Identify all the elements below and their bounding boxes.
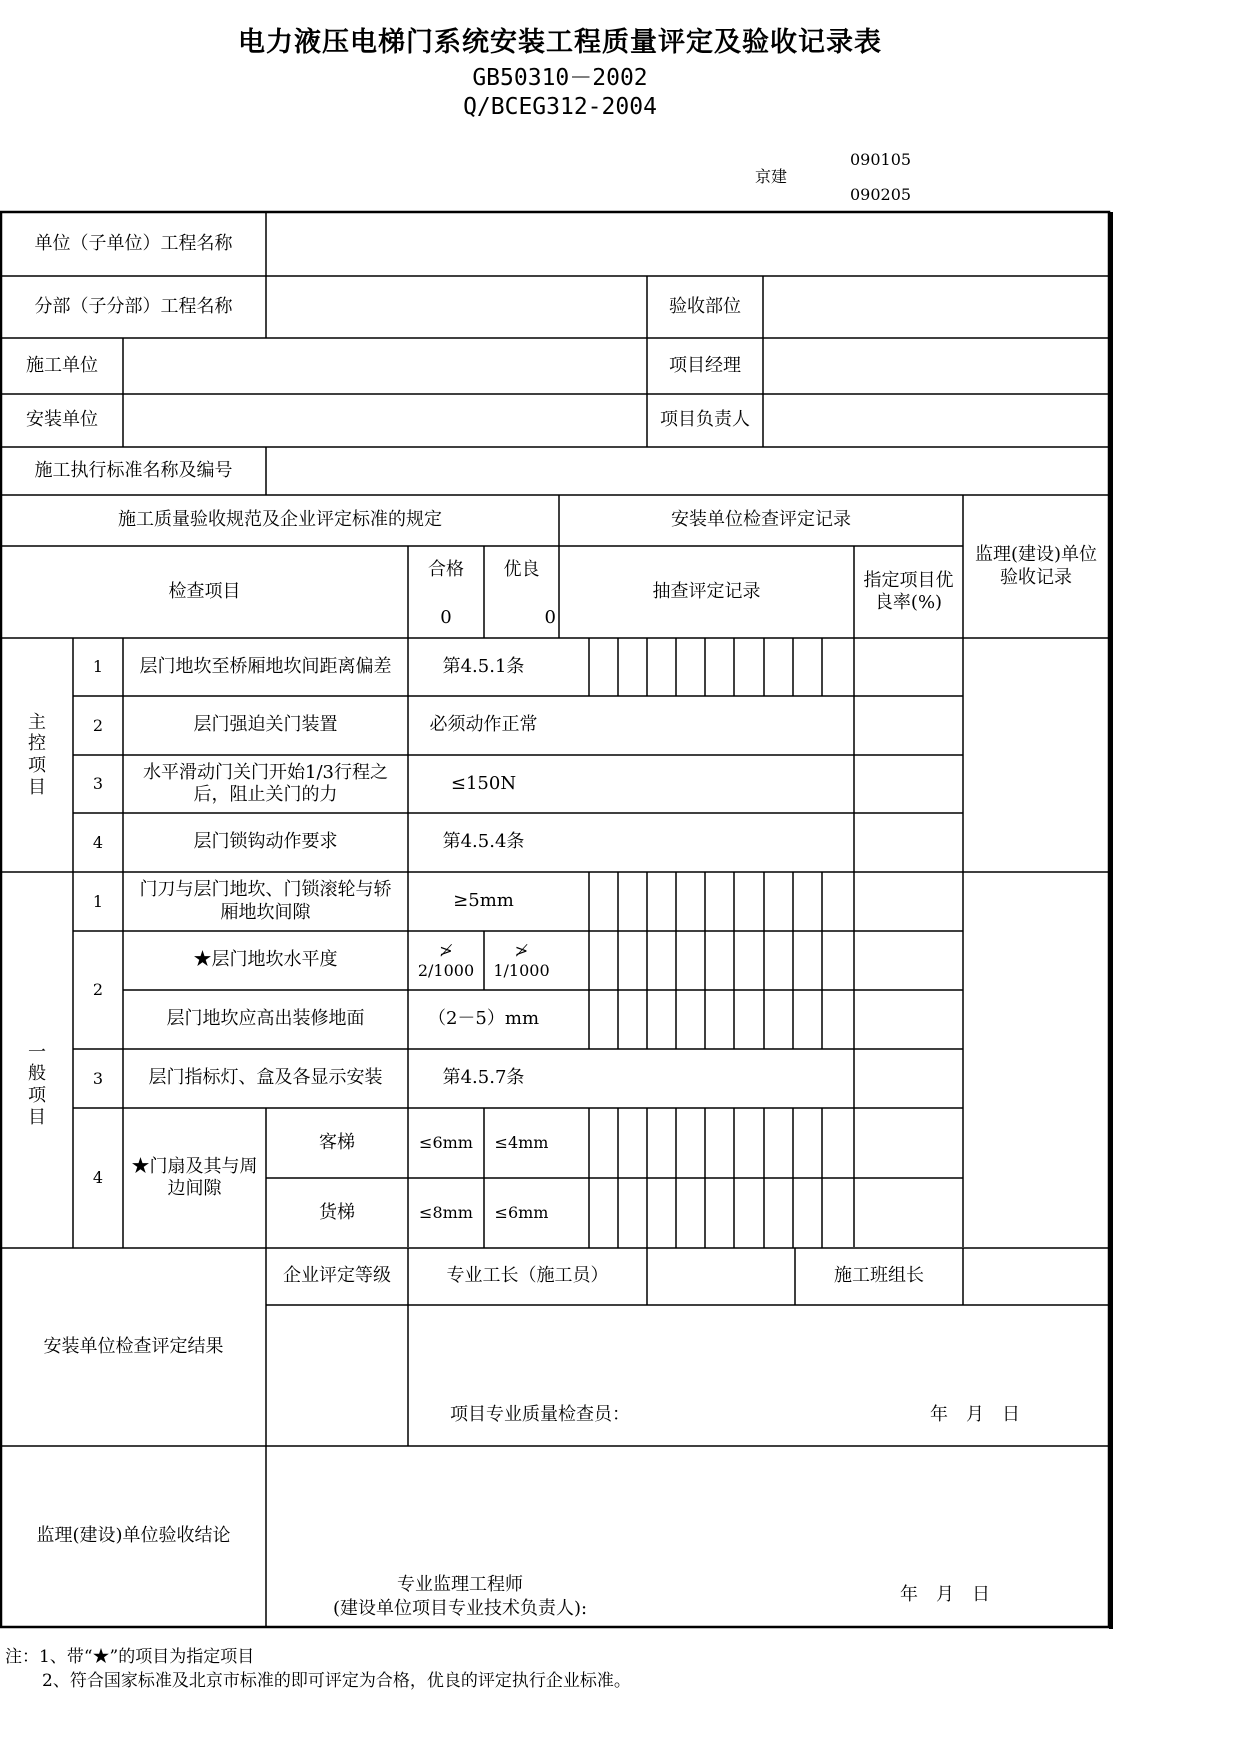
header-sampling: 抽查评定记录 — [652, 580, 761, 602]
sub-item-passenger: 客梯 — [319, 1131, 355, 1153]
form-title: 电力液压电梯门系统安装工程质量评定及验收记录表 — [238, 27, 882, 58]
standard-value: 第4.5.1条 — [442, 655, 525, 677]
conclusion-date: 年 月 日 — [900, 1583, 990, 1605]
label-foreman: 专业工长（施工员） — [446, 1265, 609, 1287]
row-number: 1 — [92, 657, 104, 676]
row-number: 2 — [92, 715, 104, 735]
group-general — [1, 872, 73, 1248]
standard-value: 第4.5.7条 — [442, 1067, 525, 1089]
standard-code-1: GB50310－2002 — [472, 65, 648, 91]
header-supervision: 监理(建设)单位验收记录 — [974, 544, 1098, 588]
label-enterprise-grade: 企业评定等级 — [283, 1265, 391, 1287]
form-prefix: 京建 — [755, 167, 788, 186]
check-item-label: ★层门地坎水平度 — [193, 949, 338, 971]
label-unit-project-name: 单位（子单位）工程名称 — [34, 232, 233, 254]
row-number: 4 — [92, 832, 104, 852]
label-supervision-conclusion: 监理(建设)单位验收结论 — [36, 1525, 231, 1547]
label-construction-unit: 施工单位 — [26, 354, 98, 376]
group-char: 项 — [28, 1085, 46, 1106]
form-code-2: 090205 — [850, 185, 912, 204]
group-char: 项 — [28, 755, 46, 776]
field-installation-unit[interactable] — [123, 394, 647, 447]
label-acceptance-part: 验收部位 — [669, 295, 741, 317]
header-install-record: 安装单位检查评定记录 — [671, 509, 851, 531]
standard-excellent: ≤6mm — [494, 1203, 549, 1222]
row-number: 2 — [92, 980, 104, 999]
label-team-leader: 施工班组长 — [834, 1265, 924, 1287]
group-char: 般 — [28, 1063, 46, 1085]
label-standard-name: 施工执行标准名称及编号 — [34, 459, 233, 481]
note-1: 注：1、带“★”的项目为指定项目 — [5, 1647, 255, 1667]
excellent-count: 0 — [544, 606, 556, 628]
header-excellent: 优良 — [503, 558, 540, 580]
check-item-label: 层门地坎应高出装修地面 — [166, 1008, 365, 1030]
header-designated-rate: 指定项目优良率(%) — [863, 569, 954, 613]
label-quality-inspector: 项目专业质量检查员： — [450, 1403, 630, 1425]
header-spec: 施工质量验收规范及企业评定标准的规定 — [118, 509, 442, 531]
standard-value: 第4.5.4条 — [442, 831, 525, 853]
row-number: 4 — [92, 1168, 104, 1187]
check-item-label: ★门扇及其与周边间隙 — [131, 1155, 258, 1199]
label-install-result: 安装单位检查评定结果 — [43, 1335, 224, 1357]
standard-value: （2－5）mm — [427, 1008, 540, 1030]
group-char: 目 — [28, 1106, 46, 1128]
form-code-1: 090105 — [850, 150, 912, 169]
standard-value: ≥5mm — [453, 890, 514, 912]
standard-excellent: ≯ 1/1000 — [493, 940, 550, 980]
header-check-item: 检查项目 — [168, 580, 241, 602]
check-item-label: 层门强迫关门装置 — [193, 714, 338, 736]
field-standard-name[interactable] — [266, 447, 1109, 495]
check-item-label: 水平滑动门关门开始1/3行程之后，阻止关门的力 — [143, 761, 388, 805]
field-project-leader[interactable] — [763, 394, 1109, 447]
row-number: 3 — [92, 1068, 104, 1088]
field-unit-project-name[interactable] — [266, 212, 1109, 276]
label-technical-leader: (建设单位项目专业技术负责人): — [332, 1597, 588, 1619]
field-foreman[interactable] — [647, 1248, 795, 1305]
label-installation-unit: 安装单位 — [26, 409, 98, 431]
standard-qualified: ≯ 2/1000 — [417, 940, 475, 980]
check-item-label: 门刀与层门地坎、门锁滚轮与轿厢地坎间隙 — [139, 879, 392, 923]
row-number: 1 — [92, 891, 104, 911]
field-acceptance-part[interactable] — [763, 276, 1109, 338]
label-supervising-engineer: 专业监理工程师 — [397, 1573, 523, 1595]
qualified-count: 0 — [440, 606, 452, 628]
group-main-control — [1, 638, 73, 872]
group-char: 控 — [28, 733, 46, 755]
group-char: 一 — [28, 1041, 46, 1063]
standard-qualified: ≤6mm — [419, 1133, 473, 1152]
standard-excellent: ≤4mm — [494, 1133, 549, 1152]
group-char: 目 — [28, 776, 46, 798]
inspector-date: 年 月 日 — [930, 1403, 1020, 1425]
field-division-project-name[interactable] — [266, 276, 647, 338]
label-project-leader: 项目负责人 — [660, 409, 750, 431]
row-number: 3 — [92, 774, 104, 793]
field-project-manager[interactable] — [763, 338, 1109, 394]
field-construction-unit[interactable] — [123, 338, 647, 394]
check-item-label: 层门锁钩动作要求 — [193, 831, 338, 853]
standard-value: 必须动作正常 — [429, 714, 538, 736]
group-char: 主 — [28, 711, 46, 733]
sub-item-freight: 货梯 — [319, 1201, 355, 1223]
check-item-label: 层门地坎至桥厢地坎间距离偏差 — [139, 655, 392, 677]
label-project-manager: 项目经理 — [669, 354, 741, 376]
label-division-project-name: 分部（子分部）工程名称 — [34, 295, 233, 317]
standard-value: ≤150N — [450, 772, 517, 794]
standard-qualified: ≤8mm — [419, 1203, 473, 1222]
field-enterprise-grade[interactable] — [266, 1305, 408, 1446]
standard-code-2: Q/BCEG312-2004 — [463, 94, 657, 120]
note-2: 2、符合国家标准及北京市标准的即可评定为合格，优良的评定执行企业标准。 — [42, 1671, 631, 1691]
field-team-leader[interactable] — [963, 1248, 1109, 1305]
header-qualified: 合格 — [428, 558, 464, 580]
check-item-label: 层门指标灯、盒及各显示安装 — [148, 1067, 383, 1089]
